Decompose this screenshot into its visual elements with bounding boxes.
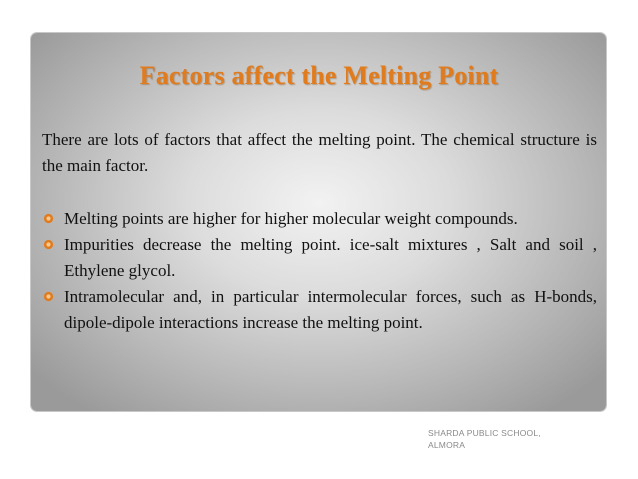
bullet-text: Impurities decrease the melting point. ice-salt mixtures , Salt and soil , Ethylene glycol. [64,235,597,280]
bullet-item [42,232,597,284]
bullet-text: Melting points are higher for higher molecular weight compounds. [64,209,518,228]
bullet-item [42,206,597,232]
bullet-item [42,284,597,336]
bullet-text: Intramolecular and, in particular intermolecular forces, such as H-bonds, dipole-dipole interactions increase the melting point. [64,287,597,332]
circle-bullet-icon [43,291,54,302]
circle-bullet-icon [43,213,54,224]
slide-title: Factors affect the Melting Point [139,61,499,90]
intro-paragraph: There are lots of factors that affect the melting point. The chemical structure is the main factor. [42,130,597,175]
footer-line-1: SHARDA PUBLIC SCHOOL, [428,428,541,438]
circle-bullet-icon [43,239,54,250]
bullet-list [42,206,597,336]
footer-school-name [428,427,588,451]
footer-line-2: ALMORA [428,440,466,450]
